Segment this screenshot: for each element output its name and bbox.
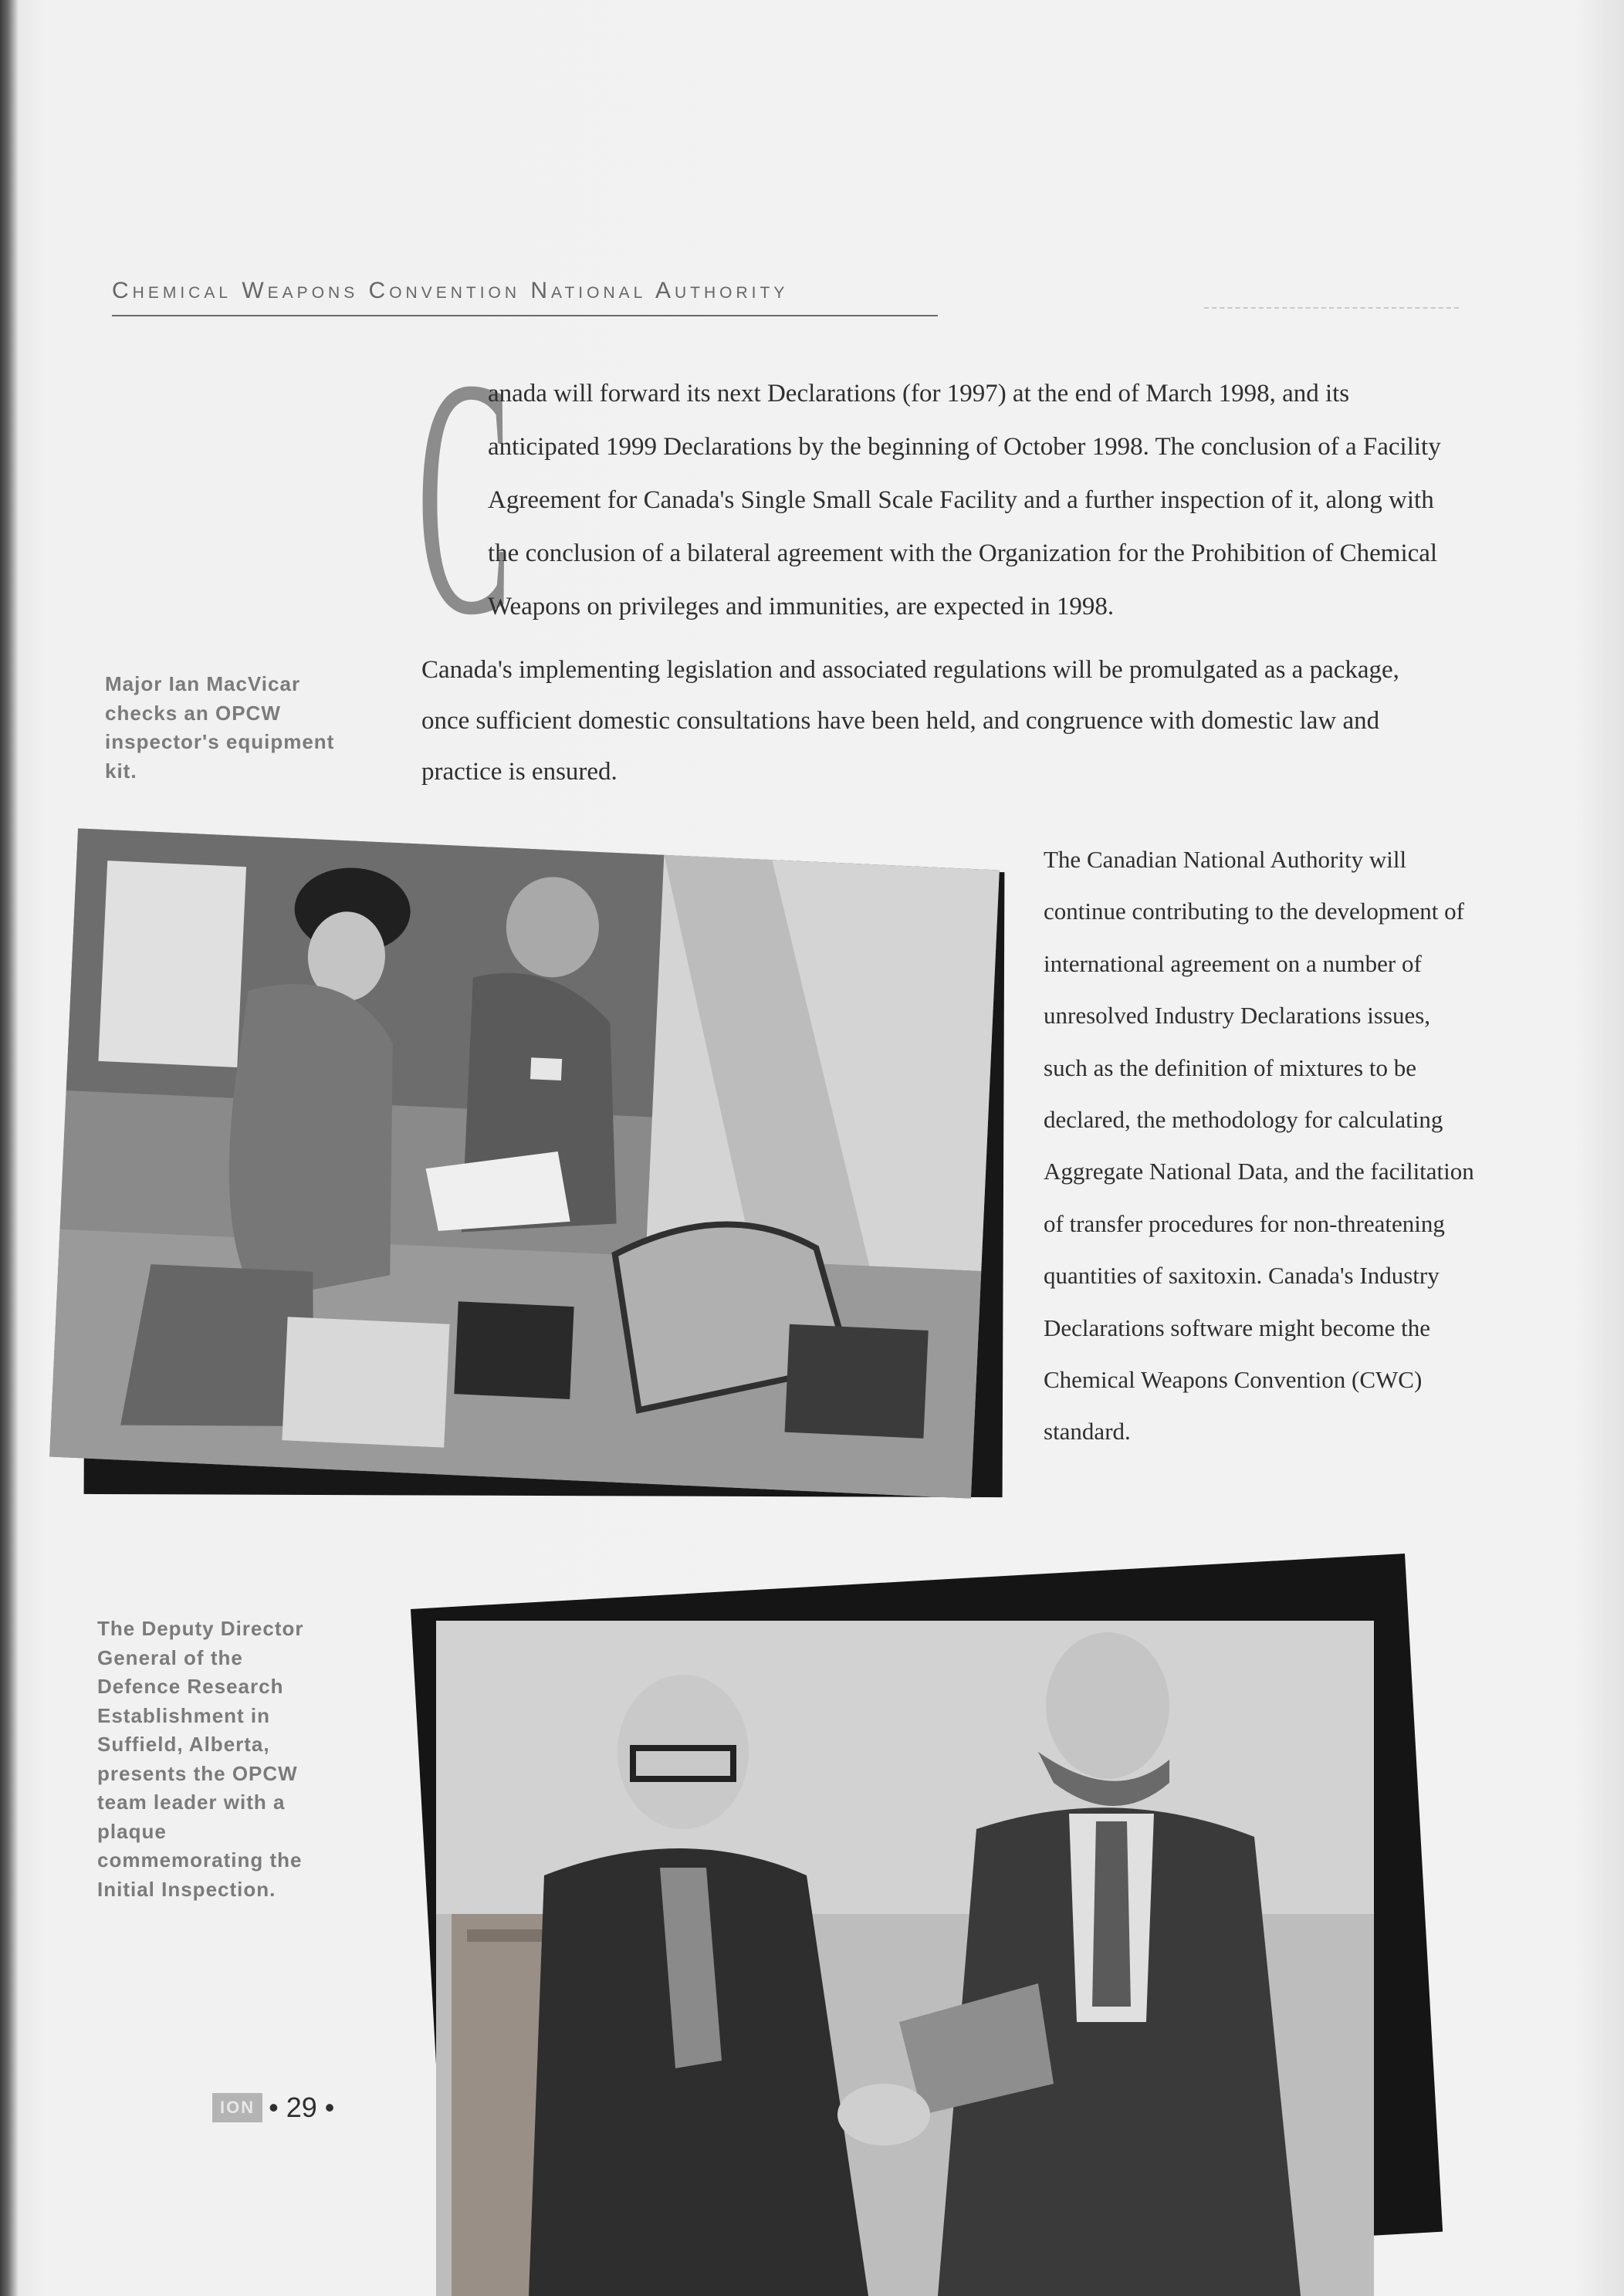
- photo1-caption: Major Ian MacVicar checks an OPCW inspector's equipment kit.: [105, 672, 335, 783]
- photo-inspection-kit: [49, 828, 1000, 1498]
- page-number: • 29 •: [269, 2091, 335, 2123]
- section-header: Chemical Weapons Convention National Authority: [112, 278, 789, 303]
- header-rule: [112, 315, 938, 316]
- photo-plaque-presentation: [436, 1621, 1374, 2296]
- second-paragraph: Canada's implementing legislation and associated regulations will be promulgated as a package, once sufficient domestic consultations have been held, and congruence with domestic law and practice is ensured.: [421, 656, 1399, 786]
- publication-badge: ION: [212, 2093, 262, 2122]
- header-dash-rule: [1204, 307, 1459, 309]
- page-folio: [212, 2091, 334, 2124]
- drop-cap: C: [417, 309, 513, 685]
- photo2-caption: The Deputy Director General of the Defence Research Establishment in Suffield, Alberta, presents the OPCW team leader with a plaque commemorating the Initial Inspection.: [97, 1617, 304, 1901]
- side-paragraph: The Canadian National Authority will continue contributing to the development of international agreement on a number of unresolved Industry Declarations issues, such as the definition of mixtures to be declared, the methodology for calculating Aggregate National Data, and the facilitation of transfer procedures for non-threatening quantities of saxitoxin. Canada's Industry Declarations software might become the Chemical Weapons Convention (CWC) standard.: [1044, 846, 1474, 1446]
- lead-paragraph: anada will forward its next Declarations (for 1997) at the end of March 1998, and its anticipated 1999 Declarations by the beginning of October 1998. The conclusion of a Facility Agreement for Canada's Single Small Scale Facility and a further inspection of it, along with the conclusion of a bilateral agreement with the Organization for the Prohibition of Chemical Weapons on privileges and immunities, are expected in 1998.: [488, 380, 1441, 620]
